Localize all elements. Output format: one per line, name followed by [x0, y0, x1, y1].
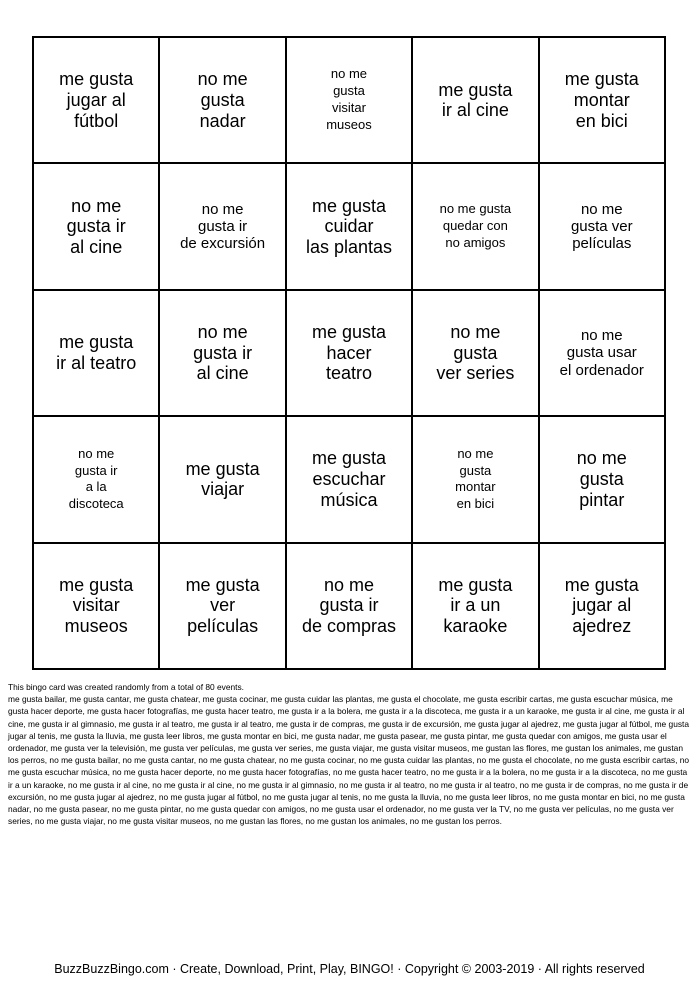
- bingo-cell: no me gusta nadar: [159, 37, 285, 163]
- bingo-grid: [32, 36, 666, 670]
- bingo-cell: no me gusta pintar: [539, 416, 665, 542]
- bingo-cell: no me gusta ver series: [412, 290, 538, 416]
- bingo-cell: no me gusta ver películas: [539, 163, 665, 289]
- bingo-cell: me gusta hacer teatro: [286, 290, 412, 416]
- bingo-cell: me gusta montar en bici: [539, 37, 665, 163]
- bingo-cell: no me gusta ir de compras: [286, 543, 412, 669]
- bingo-cell: no me gusta ir al cine: [159, 290, 285, 416]
- bingo-cell: no me gusta visitar museos: [286, 37, 412, 163]
- bingo-cell: me gusta jugar al fútbol: [33, 37, 159, 163]
- bingo-cell: me gusta ver películas: [159, 543, 285, 669]
- bingo-cell: me gusta ir a un karaoke: [412, 543, 538, 669]
- bingo-cell: no me gusta ir a la discoteca: [33, 416, 159, 542]
- card-intro: This bingo card was created randomly from a total of 80 events.: [8, 682, 245, 692]
- bingo-cell: no me gusta montar en bici: [412, 416, 538, 542]
- bingo-cell: no me gusta quedar con no amigos: [412, 163, 538, 289]
- bingo-cell: me gusta ir al teatro: [33, 290, 159, 416]
- bingo-cell: me gusta cuidar las plantas: [286, 163, 412, 289]
- bingo-cell: me gusta viajar: [159, 416, 285, 542]
- bingo-cell: me gusta jugar al ajedrez: [539, 543, 665, 669]
- bingo-cell: me gusta escuchar música: [286, 416, 412, 542]
- bingo-cell: no me gusta ir de excursión: [159, 163, 285, 289]
- bingo-cell: no me gusta ir al cine: [33, 163, 159, 289]
- card-info: [8, 681, 692, 827]
- copyright-footer: BuzzBuzzBingo.com · Create, Download, Print, Play, BINGO! · Copyright © 2003-2019 · All rights reserved: [54, 962, 645, 976]
- bingo-cell: me gusta visitar museos: [33, 543, 159, 669]
- bingo-cell: me gusta ir al cine: [412, 37, 538, 163]
- bingo-cell: no me gusta usar el ordenador: [539, 290, 665, 416]
- event-list: me gusta bailar, me gusta cantar, me gusta chatear, me gusta cocinar, me gusta cuidar las plantas, me gusta el chocolate, me gusta escribir cartas, me gusta escuchar música, me gusta hacer deporte, me gusta hacer fotografías, me gusta hacer teatro, me gusta ir a la bolera, me gusta ir a la discoteca, me gusta ir a un karaoke, me gusta ir al cine, me gusta ir al cine, me gusta ir al gimnasio, me gusta ir al teatro, me gusta ir al teatro, me gusta ir de compras, me gusta ir de excursión, me gusta jugar al ajedrez, me gusta jugar al fútbol, me gusta jugar al tenis, me gusta la lluvia, me gusta leer libros, me gusta montar en bici, me gusta nadar, me gusta pasear, me gusta pintar, me gusta quedar con amigos, me gusta usar el ordenador, me gusta ver la televisión, me gusta ver películas, me gusta ver series, me gusta viajar, me gusta visitar museos, me gustan las flores, me gustan los animales, me gustan los perros, no me gusta bailar, no me gusta cantar, no me gusta chatear, no me gusta cocinar, no me gusta cuidar las plantas, no me gusta el chocolate, no me gusta escribir cartas, no me gusta escuchar música, no me gusta hacer deporte, no me gusta hacer fotografías, no me gusta hacer teatro, no me gusta ir a la bolera, no me gusta ir a la discoteca, no me gusta ir a un karaoke, no me gusta ir al cine, no me gusta ir al cine, no me gusta ir al gimnasio, no me gusta ir al teatro, no me gusta ir al teatro, no me gusta ir de compras, no me gusta ir de excursión, no me gusta jugar al ajedrez, no me gusta jugar al fútbol, no me gusta jugar al tenis, no me gusta la lluvia, no me gusta leer libros, no me gusta montar en bici, no me gusta nadar, no me gusta pasear, no me gusta pintar, no me gusta quedar con amigos, no me gusta usar el ordenador, no me gusta ver la TV, no me gusta ver películas, no me gusta ver series, no me gusta viajar, no me gusta visitar museos, no me gustan las flores, no me gustan los animales, no me gustan los perros.: [8, 694, 690, 827]
